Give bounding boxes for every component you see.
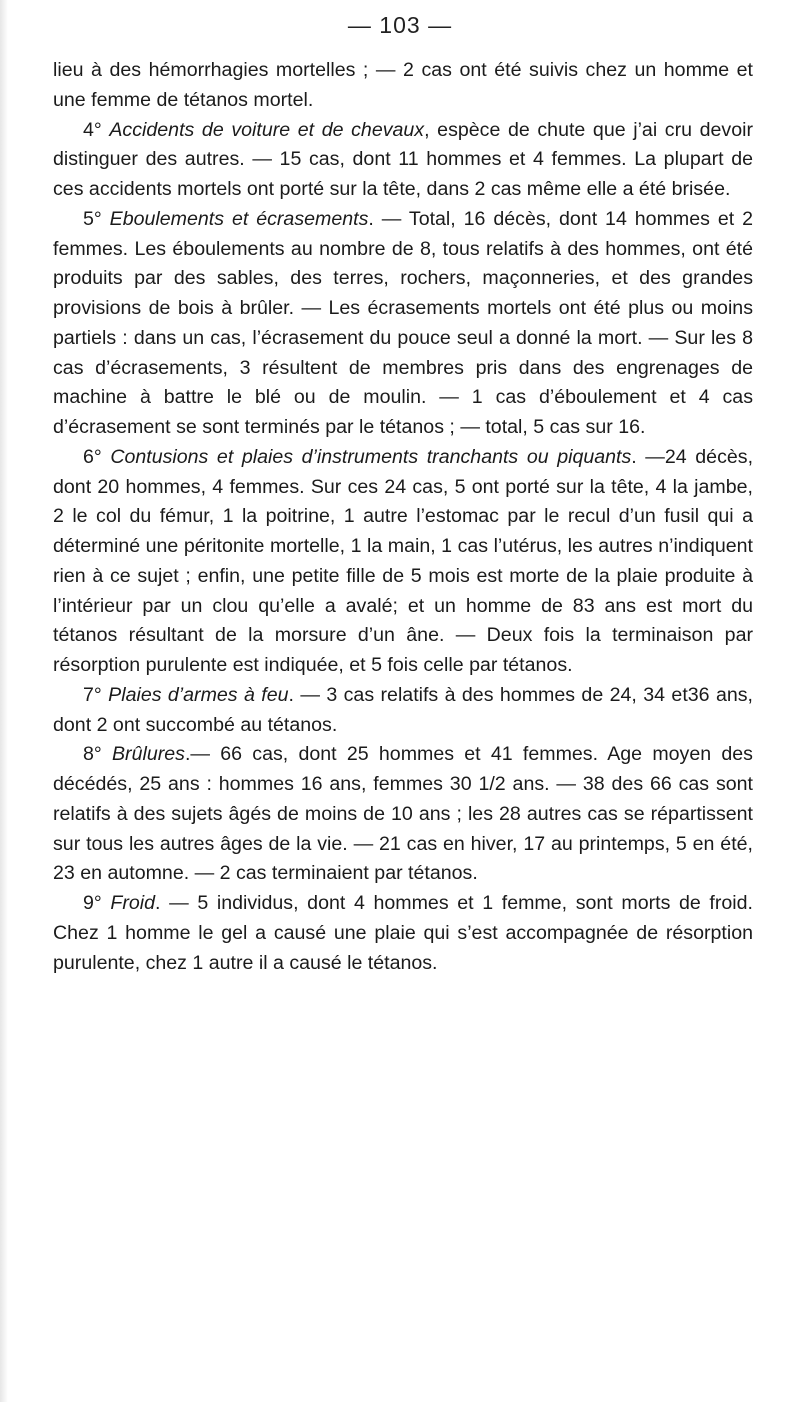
paragraph-text: . — 5 individus, dont 4 hommes et 1 femme, sont morts de froid. Chez 1 homme le gel a causé une plaie qui s’est accompagnée de résorption purulente, chez 1 autre il a causé le tétanos. [53,892,753,974]
section-heading: Plaies d’armes à feu [108,683,289,706]
paragraph-7-armes-a-feu [53,681,753,741]
paragraph-5-eboulements [53,205,753,443]
section-number: 4° [83,118,110,141]
paragraph-text: , espèce de chute que j’ai cru devoir distinguer des autres. — 15 cas, dont 11 hommes et 4 femmes. La plupart de ces accidents mortels ont porté sur la tête, dans 2 cas même elle a été brisée. [53,118,753,200]
section-number: 7° [83,683,109,706]
section-number: 8° [83,743,112,766]
paragraph-text: . — Total, 16 décès, dont 14 hommes et 2 femmes. Les éboulements au nombre de 8, tous relatifs à des hommes, ont été produits par des sables, des terres, rochers, maçonneries, et des grandes provisions de bois à brûler. — Les écrasements mortels ont été plus ou moins partiels : dans un cas, l’écrasement du pouce seul a donné la mort. — Sur les 8 cas d’écrasements, 3 résultent de membres pris dans des engrenages de machine à battre le blé ou de moulin. — 1 cas d’éboulement et 4 cas d’écrasement se sont terminés par le tétanos ; — total, 5 cas sur 16. [53,207,753,438]
scan-edge-shadow [0,0,8,1402]
section-heading: Eboulements et écrasements [109,207,369,230]
paragraph-4-voiture-chevaux [53,116,753,205]
paragraph-text: . — 3 cas relatifs à des hommes de 24, 34 et36 ans, dont 2 ont succombé au tétanos. [53,683,753,736]
paragraph-8-brulures [53,740,753,889]
paragraph-text: . —24 décès, dont 20 hommes, 4 femmes. Sur ces 24 cas, 5 ont porté sur la tête, 4 la jambe, 2 le col du fémur, 1 la poitrine, 1 autre l’estomac par le recul d’un fusil qui a déterminé une péritonite mortelle, 1 la main, 1 cas l’utérus, les autres n’indiquent rien à ce sujet ; enfin, une petite fille de 5 mois est morte de la plaie produite à l’intérieur par un clou qu’elle a avalé; et un homme de 83 ans est mort du tétanos résultant de la morsure d’un âne. — Deux fois la terminaison par résorption purulente est indiquée, et 5 fois celle par tétanos. [53,445,754,676]
paragraph-text: lieu à des hémorrhagies mortelles ; — 2 cas ont été suivis chez un homme et une femme de tétanos mortel. [53,59,753,111]
paragraph-9-froid [53,889,753,978]
paragraph-6-contusions [53,443,753,681]
section-heading: Contusions et plaies d’instruments tranchants ou piquants [110,445,632,468]
section-heading: Accidents de voiture et de chevaux [109,118,425,141]
section-number: 5° [83,207,110,230]
paragraph-text: .— 66 cas, dont 25 hommes et 41 femmes. Age moyen des décédés, 25 ans : hommes 16 ans, femmes 30 1/2 ans. — 38 des 66 cas sont relatifs à des sujets âgés de moins de 10 ans ; les 28 autres cas se répartissent sur tous les autres âges de la vie. — 21 cas en hiver, 17 au printemps, 5 en été, 23 en automne. — 2 cas terminaient par tétanos. [53,743,753,885]
section-number: 9° [83,892,111,914]
section-heading: Brûlures [111,743,185,766]
section-number: 6° [83,445,111,468]
body-text [53,56,753,978]
section-heading: Froid [110,892,156,914]
paragraph-continuation [53,56,753,116]
page-number: — 103 — [347,12,453,38]
